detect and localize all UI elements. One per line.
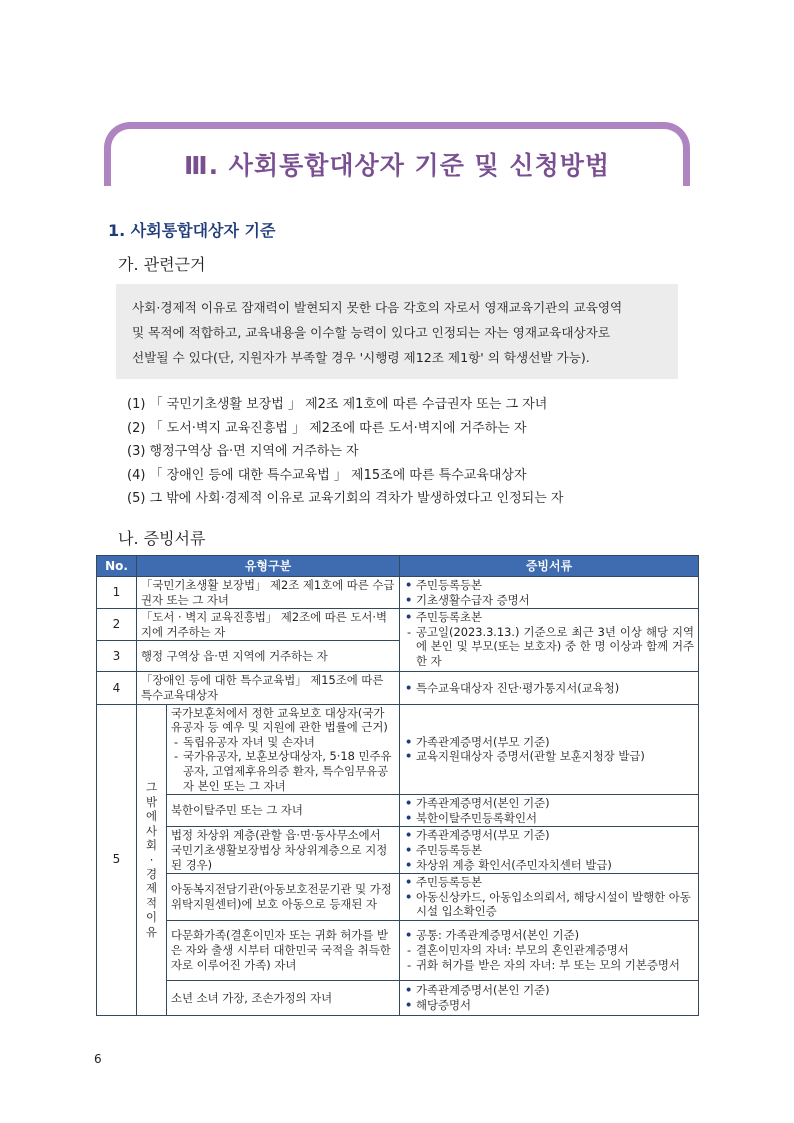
table-row — [97, 577, 699, 609]
row-type: 다문화가족(결혼이민자 또는 귀화 허가를 받은 자와 출생 시부터 대한민국 국적을 취득한 자로 이루어진 가족) 자녀 — [167, 920, 400, 980]
doc-item: • 가족관계증명서(부모 기준) — [404, 828, 694, 843]
doc-item: • 기초생활수급자 증명서 — [404, 593, 694, 608]
table-row — [97, 795, 699, 827]
quote-line: 및 목적에 적합하고, 교육내용을 이수할 능력이 있다고 인정되는 자는 영재교육대상자로 — [132, 325, 610, 340]
category-label: 그 밖 에 사 회 · 경 제 적 이 유 — [145, 780, 157, 939]
row-type: 「국민기초생활 보장법」 제2조 제1호에 따른 수급권자 또는 그 자녀 — [137, 577, 400, 609]
table-row — [97, 980, 699, 1015]
row-no: 2 — [97, 609, 137, 641]
doc-item: • 주민등록등본 — [404, 875, 694, 890]
criteria-item: (3) 행정구역상 읍·면 지역에 거주하는 자 — [127, 444, 359, 459]
row-docs — [400, 672, 699, 704]
doc-item: • 주민등록초본 — [404, 610, 694, 625]
doc-subitem: - 귀화 허가를 받은 자의 자녀: 부 또는 모의 기본증명서 — [404, 958, 694, 973]
table-row — [97, 827, 699, 874]
row-type: 소년 소녀 가장, 조손가정의 자녀 — [167, 980, 400, 1015]
table-row — [97, 874, 699, 921]
legal-basis-box — [116, 284, 678, 379]
doc-item: • 차상위 계층 확인서(주민자치센터 발급) — [404, 858, 694, 873]
row-docs — [400, 920, 699, 980]
doc-item: • 주민등록등본 — [404, 578, 694, 593]
type-text: 국가보훈처에서 정한 교육보호 대상자(국가유공자 등 예우 및 지원에 관한 법률에 근거) — [171, 705, 388, 735]
criteria-item: (1) 「 국민기초생활 보장법 」 제2조 제1호에 따른 수급권자 또는 그 자녀 — [127, 397, 548, 412]
row-docs — [400, 577, 699, 609]
row-type — [167, 704, 400, 795]
criteria-list — [127, 393, 563, 511]
doc-item: • 교육지원대상자 증명서(관할 보훈지청장 발급) — [404, 749, 694, 764]
subsection-heading-na: 나. 증빙서류 — [118, 529, 206, 548]
row-docs — [400, 980, 699, 1015]
doc-item: • 아동신상카드, 아동입소의뢰서, 해당시설이 발행한 아동시설 입소확인증 — [404, 890, 694, 919]
row-docs — [400, 704, 699, 795]
row-type: 행정 구역상 읍·면 지역에 거주하는 자 — [137, 641, 400, 672]
row-docs — [400, 874, 699, 921]
type-subitem: - 독립유공자 자녀 및 손자녀 — [171, 735, 395, 750]
quote-line: 선발될 수 있다(단, 지원자가 부족할 경우 '시행령 제12조 제1항' 의 학생선발 가능). — [132, 350, 590, 365]
row-no: 4 — [97, 672, 137, 704]
quote-line: 사회·경제적 이유로 잠재력이 발현되지 못한 다음 각호의 자로서 영재교육기관의 교육영역 — [132, 300, 623, 315]
header-type: 유형구분 — [137, 556, 400, 577]
criteria-item: (5) 그 밖에 사회·경제적 이유로 교육기회의 격차가 발생하였다고 인정되는 자 — [127, 491, 564, 506]
category-cell — [137, 704, 167, 1015]
row-type: 「도서 · 벽지 교육진흥법」 제2조에 따른 도서·벽지에 거주하는 자 — [137, 609, 400, 641]
page-number: 6 — [94, 1052, 102, 1066]
header-no: No. — [97, 556, 137, 577]
doc-item: • 공통: 가족관계증명서(본인 기준) — [404, 928, 694, 943]
row-type: 법정 차상위 계층(관할 읍·면·동사무소에서 국민기초생활보장법상 차상위계층으로 지정된 경우) — [167, 827, 400, 874]
criteria-item: (2) 「 도서·벽지 교육진흥법 」 제2조에 따른 도서·벽지에 거주하는 자 — [127, 420, 527, 436]
table-row — [97, 920, 699, 980]
doc-item: • 특수교육대상자 진단·평가통지서(교육청) — [404, 681, 694, 696]
doc-subitem: - 공고일(2023.3.13.) 기준으로 최근 3년 이상 해당 지역에 본인 및 부모(또는 보호자) 중 한 명 이상과 함께 거주한 자 — [404, 625, 694, 669]
row-type: 북한이탈주민 또는 그 자녀 — [167, 795, 400, 827]
row-type: 아동복지전담기관(아동보호전문기관 및 가정위탁지원센터)에 보호 아동으로 등재된 자 — [167, 874, 400, 921]
table-row — [97, 672, 699, 704]
criteria-item: (4) 「 장애인 등에 대한 특수교육법 」 제15조에 따른 특수교육대상자 — [127, 467, 527, 483]
doc-item: • 해당증명서 — [404, 998, 694, 1013]
section-heading: 1. 사회통합대상자 기준 — [108, 221, 276, 240]
row-docs — [400, 795, 699, 827]
table-row — [97, 704, 699, 795]
row-docs — [400, 609, 699, 672]
header-docs: 증빙서류 — [400, 556, 699, 577]
chapter-title: Ⅲ. 사회통합대상자 기준 및 신청방법 — [183, 151, 611, 180]
row-no: 1 — [97, 577, 137, 609]
table-row — [97, 609, 699, 641]
doc-item: • 주민등록등본 — [404, 843, 694, 858]
type-subitem: - 국가유공자, 보훈보상대상자, 5·18 민주유공자, 고엽제후유의증 환자, 특수임무유공자 본인 또는 그 자녀 — [171, 749, 395, 793]
doc-item: • 가족관계증명서(본인 기준) — [404, 796, 694, 811]
documents-table — [96, 555, 699, 1016]
doc-item: • 가족관계증명서(부모 기준) — [404, 735, 694, 750]
row-docs — [400, 827, 699, 874]
row-no: 5 — [97, 704, 137, 1015]
row-type: 「장애인 등에 대한 특수교육법」 제15조에 따른 특수교육대상자 — [137, 672, 400, 704]
table-header-row — [97, 556, 699, 577]
doc-subitem: - 결혼이민자의 자녀: 부모의 혼인관계증명서 — [404, 943, 694, 958]
doc-item: • 북한이탈주민등록확인서 — [404, 811, 694, 826]
row-no: 3 — [97, 641, 137, 672]
doc-item: • 가족관계증명서(본인 기준) — [404, 983, 694, 998]
subsection-heading-ga: 가. 관련근거 — [118, 255, 206, 274]
